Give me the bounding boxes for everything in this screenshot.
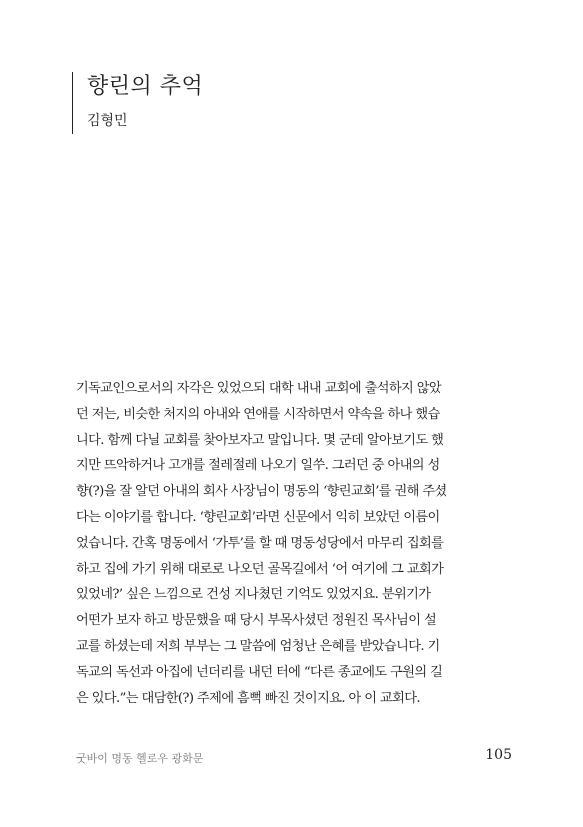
article-title: 향린의 추억 xyxy=(87,74,204,99)
body-line: 지만 뜨악하거나 고개를 절레절레 나오기 일쑤. 그러던 중 아내의 성 xyxy=(76,458,440,474)
body-line: 니다. 함께 다닐 교회를 찾아보자고 말입니다. 몇 군데 알아보기도 했 xyxy=(76,432,444,448)
page-number: 105 xyxy=(485,747,512,763)
body-line: 었습니다. 간혹 명동에서 ‘가투’를 할 때 명동성당에서 마무리 집회를 xyxy=(76,535,444,551)
title-block xyxy=(72,72,203,134)
body-text xyxy=(76,376,512,711)
body-line: 교를 하셨는데 저희 부부는 그 말씀에 엄청난 은혜를 받았습니다. 기 xyxy=(76,638,440,654)
body-line: 기독교인으로서의 자각은 있었으되 대학 내내 교회에 출석하지 않았 xyxy=(76,381,442,396)
body-line: 독교의 독선과 아집에 넌더리를 내던 터에 “다른 종교에도 구원의 길 xyxy=(76,664,443,680)
running-footer-book-title: 굿바이 명동 헬로우 광화문 xyxy=(76,752,204,765)
body-line: 은 있다.”는 대담한(?) 주제에 흠뻑 빠진 것이지요. 아 이 교회다. xyxy=(76,690,421,706)
article-author: 김형민 xyxy=(87,113,128,129)
body-line: 하고 집에 가기 위해 대로로 나오던 골목길에서 ‘어 여기에 그 교회가 xyxy=(76,561,444,577)
body-line: 어떤가 보자 하고 방문했을 때 당시 부목사셨던 정원진 목사님이 설 xyxy=(76,613,437,629)
body-line: 있었네?’ 싶은 느낌으로 건성 지나쳤던 기억도 있었지요. 분위기가 xyxy=(76,587,431,603)
body-line: 향(?)을 잘 알던 아내의 회사 사장님이 명동의 ‘향린교회’를 권해 주셨 xyxy=(76,484,447,500)
body-line: 던 저는, 비슷한 처지의 아내와 연애를 시작하면서 약속을 하나 했습 xyxy=(76,406,440,422)
body-line: 다는 이야기를 합니다. ‘향린교회’라면 신문에서 익히 보았던 이름이 xyxy=(76,509,440,525)
